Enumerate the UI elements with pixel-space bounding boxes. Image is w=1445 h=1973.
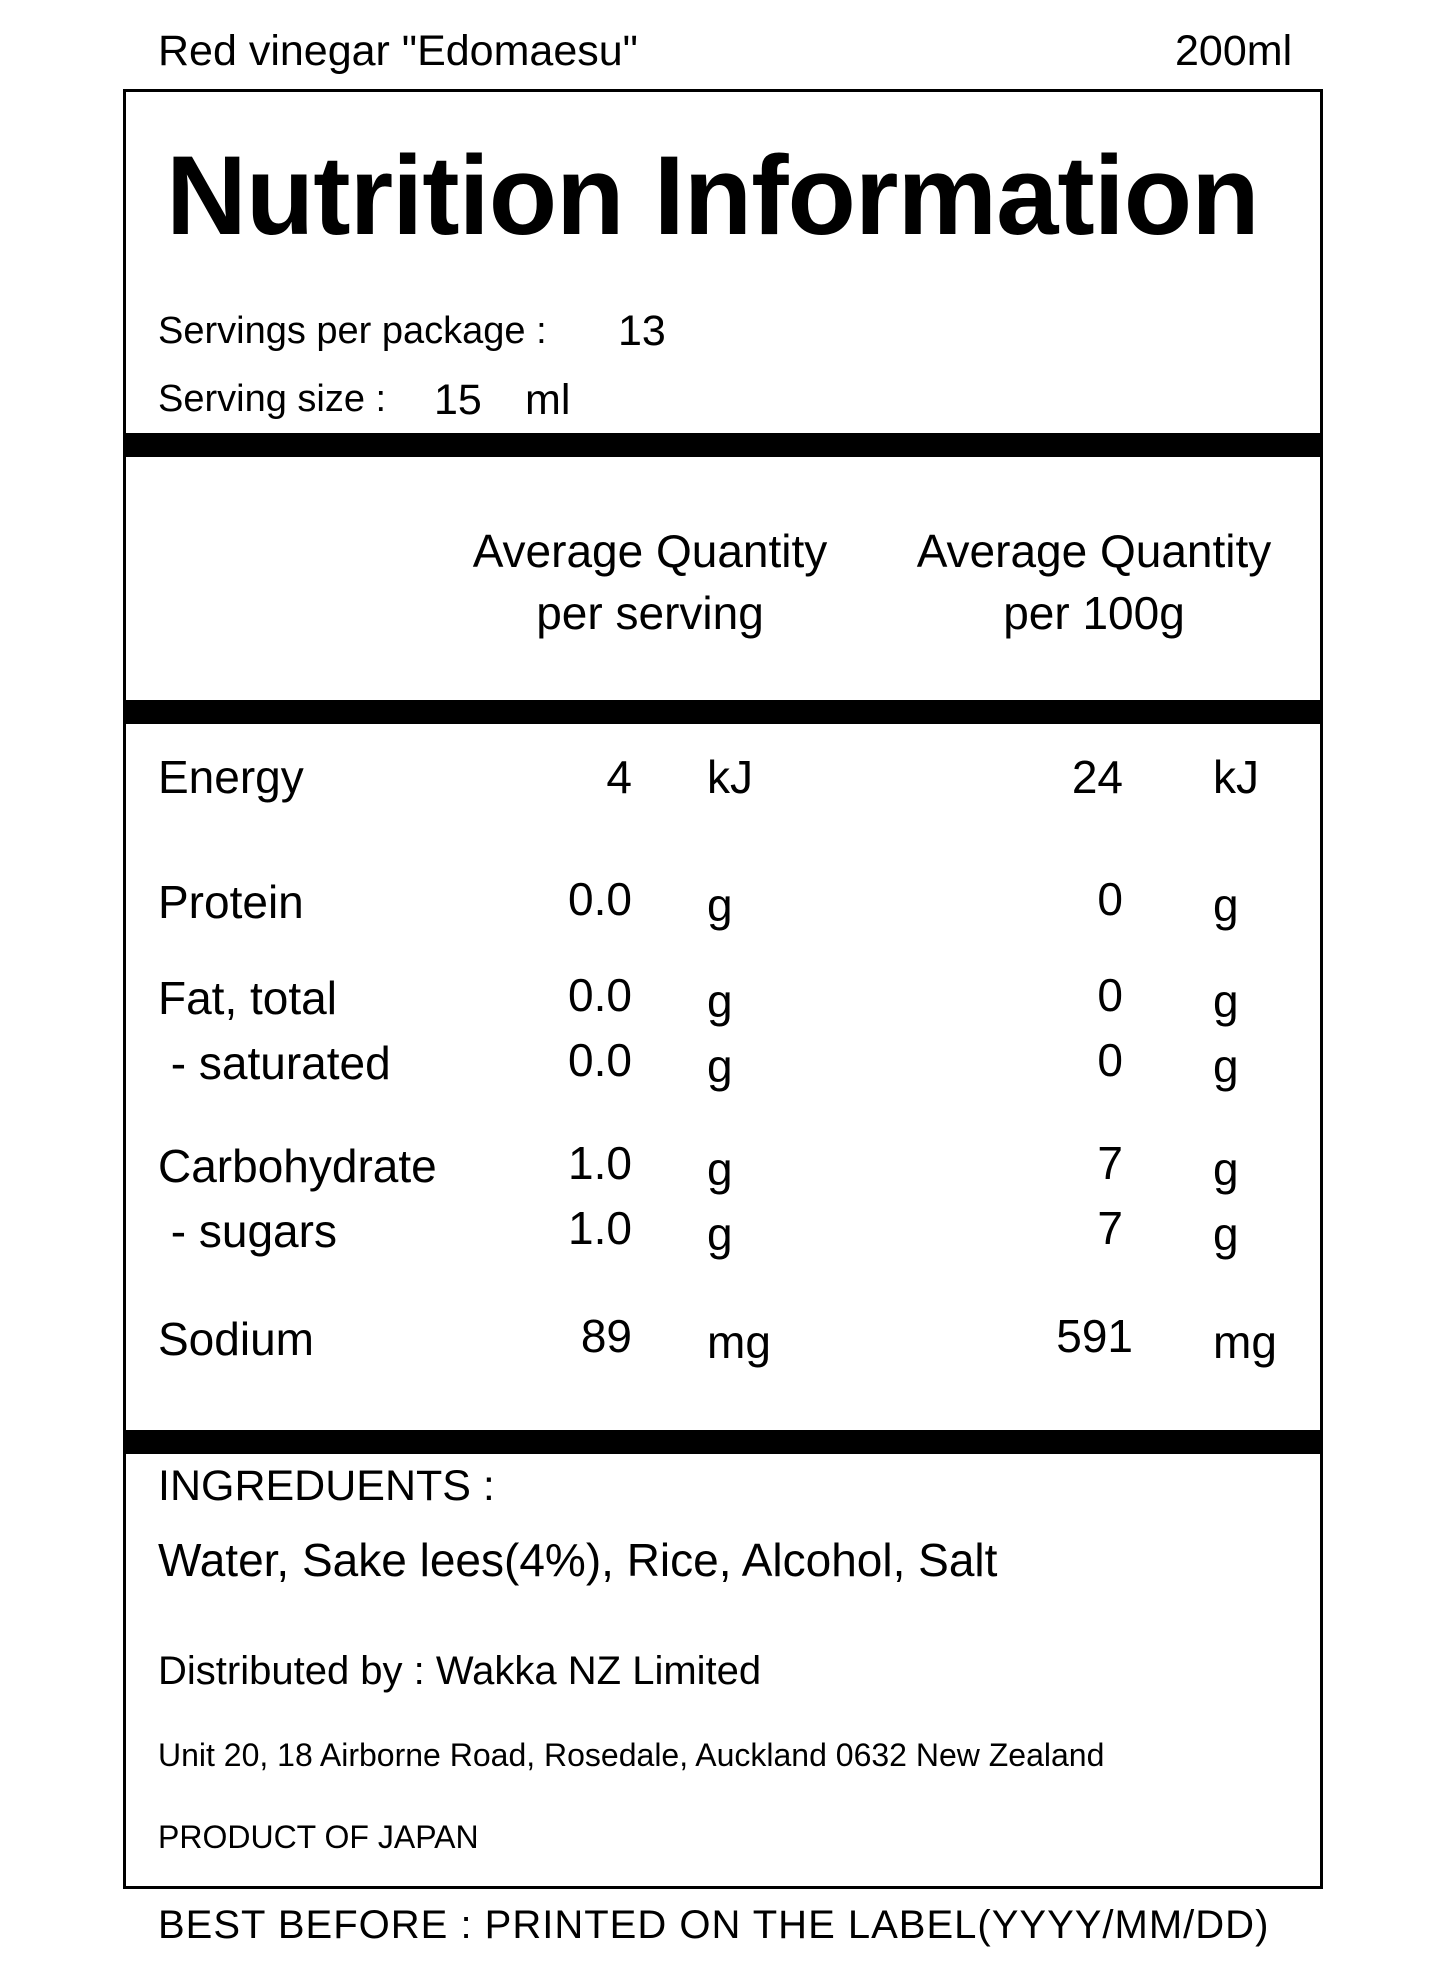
per-100g-value: 7 bbox=[1097, 1137, 1123, 1189]
per-serving-unit: g bbox=[707, 1208, 733, 1260]
serving-size-value: 15 bbox=[434, 376, 482, 424]
per-100g-value: 591 bbox=[1056, 1310, 1133, 1362]
per-100g-value: 24 bbox=[1071, 751, 1123, 803]
per-serving-unit: g bbox=[707, 879, 733, 931]
per-100g-unit: g bbox=[1213, 975, 1239, 1027]
column-header-per-100g: Average Quantity per 100g bbox=[916, 525, 1272, 639]
nutrient-name: Protein bbox=[158, 876, 304, 928]
per-100g-value: 7 bbox=[1097, 1202, 1123, 1254]
per-serving-value: 0.0 bbox=[568, 969, 632, 1021]
per-serving-value: 1.0 bbox=[568, 1137, 632, 1189]
divider-bar bbox=[123, 700, 1323, 724]
divider-bar bbox=[123, 433, 1323, 457]
product-name: Red vinegar "Edomaesu" bbox=[158, 27, 638, 75]
serving-size-unit: ml bbox=[525, 376, 571, 424]
distributor-address: Unit 20, 18 Airborne Road, Rosedale, Auckland 0632 New Zealand bbox=[158, 1737, 1105, 1773]
per-serving-unit: g bbox=[707, 975, 733, 1027]
nutrient-name: - saturated bbox=[158, 1037, 391, 1089]
per-serving-unit: g bbox=[707, 1143, 733, 1195]
nutrient-name: - sugars bbox=[158, 1205, 337, 1257]
servings-per-package-label: Servings per package : bbox=[158, 310, 547, 352]
nutrient-name: Energy bbox=[158, 751, 304, 803]
per-serving-unit: g bbox=[707, 1040, 733, 1092]
column-header-per-serving: Average Quantity per serving bbox=[472, 525, 828, 639]
per-serving-unit: mg bbox=[707, 1316, 771, 1368]
best-before-note: BEST BEFORE : PRINTED ON THE LABEL(YYYY/MM/DD) bbox=[158, 1903, 1270, 1947]
nutrient-name: Carbohydrate bbox=[158, 1140, 437, 1192]
nutrient-name: Fat, total bbox=[158, 972, 337, 1024]
per-100g-unit: g bbox=[1213, 1040, 1239, 1092]
per-serving-value: 89 bbox=[580, 1310, 632, 1362]
per-serving-value: 0.0 bbox=[568, 873, 632, 925]
per-100g-unit: g bbox=[1213, 1208, 1239, 1260]
per-100g-value: 0 bbox=[1097, 969, 1123, 1021]
per-100g-unit: mg bbox=[1213, 1316, 1277, 1368]
nutrient-name: Sodium bbox=[158, 1313, 314, 1365]
serving-size-label: Serving size : bbox=[158, 378, 387, 420]
servings-per-package-value: 13 bbox=[618, 307, 666, 355]
panel-title: Nutrition Information bbox=[166, 133, 1259, 258]
per-serving-value: 1.0 bbox=[568, 1202, 632, 1254]
distributor: Distributed by : Wakka NZ Limited bbox=[158, 1649, 762, 1693]
country-of-origin: PRODUCT OF JAPAN bbox=[158, 1819, 479, 1855]
ingredients-list: Water, Sake lees(4%), Rice, Alcohol, Salt bbox=[158, 1534, 998, 1586]
divider-bar bbox=[123, 1430, 1323, 1454]
per-100g-unit: g bbox=[1213, 879, 1239, 931]
per-100g-value: 0 bbox=[1097, 1034, 1123, 1086]
per-serving-value: 4 bbox=[606, 751, 632, 803]
ingredients-heading: INGREDUENTS : bbox=[158, 1462, 495, 1510]
per-serving-value: 0.0 bbox=[568, 1034, 632, 1086]
per-100g-unit: g bbox=[1213, 1143, 1239, 1195]
per-100g-unit: kJ bbox=[1213, 751, 1259, 803]
per-serving-unit: kJ bbox=[707, 751, 753, 803]
product-volume: 200ml bbox=[1175, 27, 1293, 75]
per-100g-value: 0 bbox=[1097, 873, 1123, 925]
